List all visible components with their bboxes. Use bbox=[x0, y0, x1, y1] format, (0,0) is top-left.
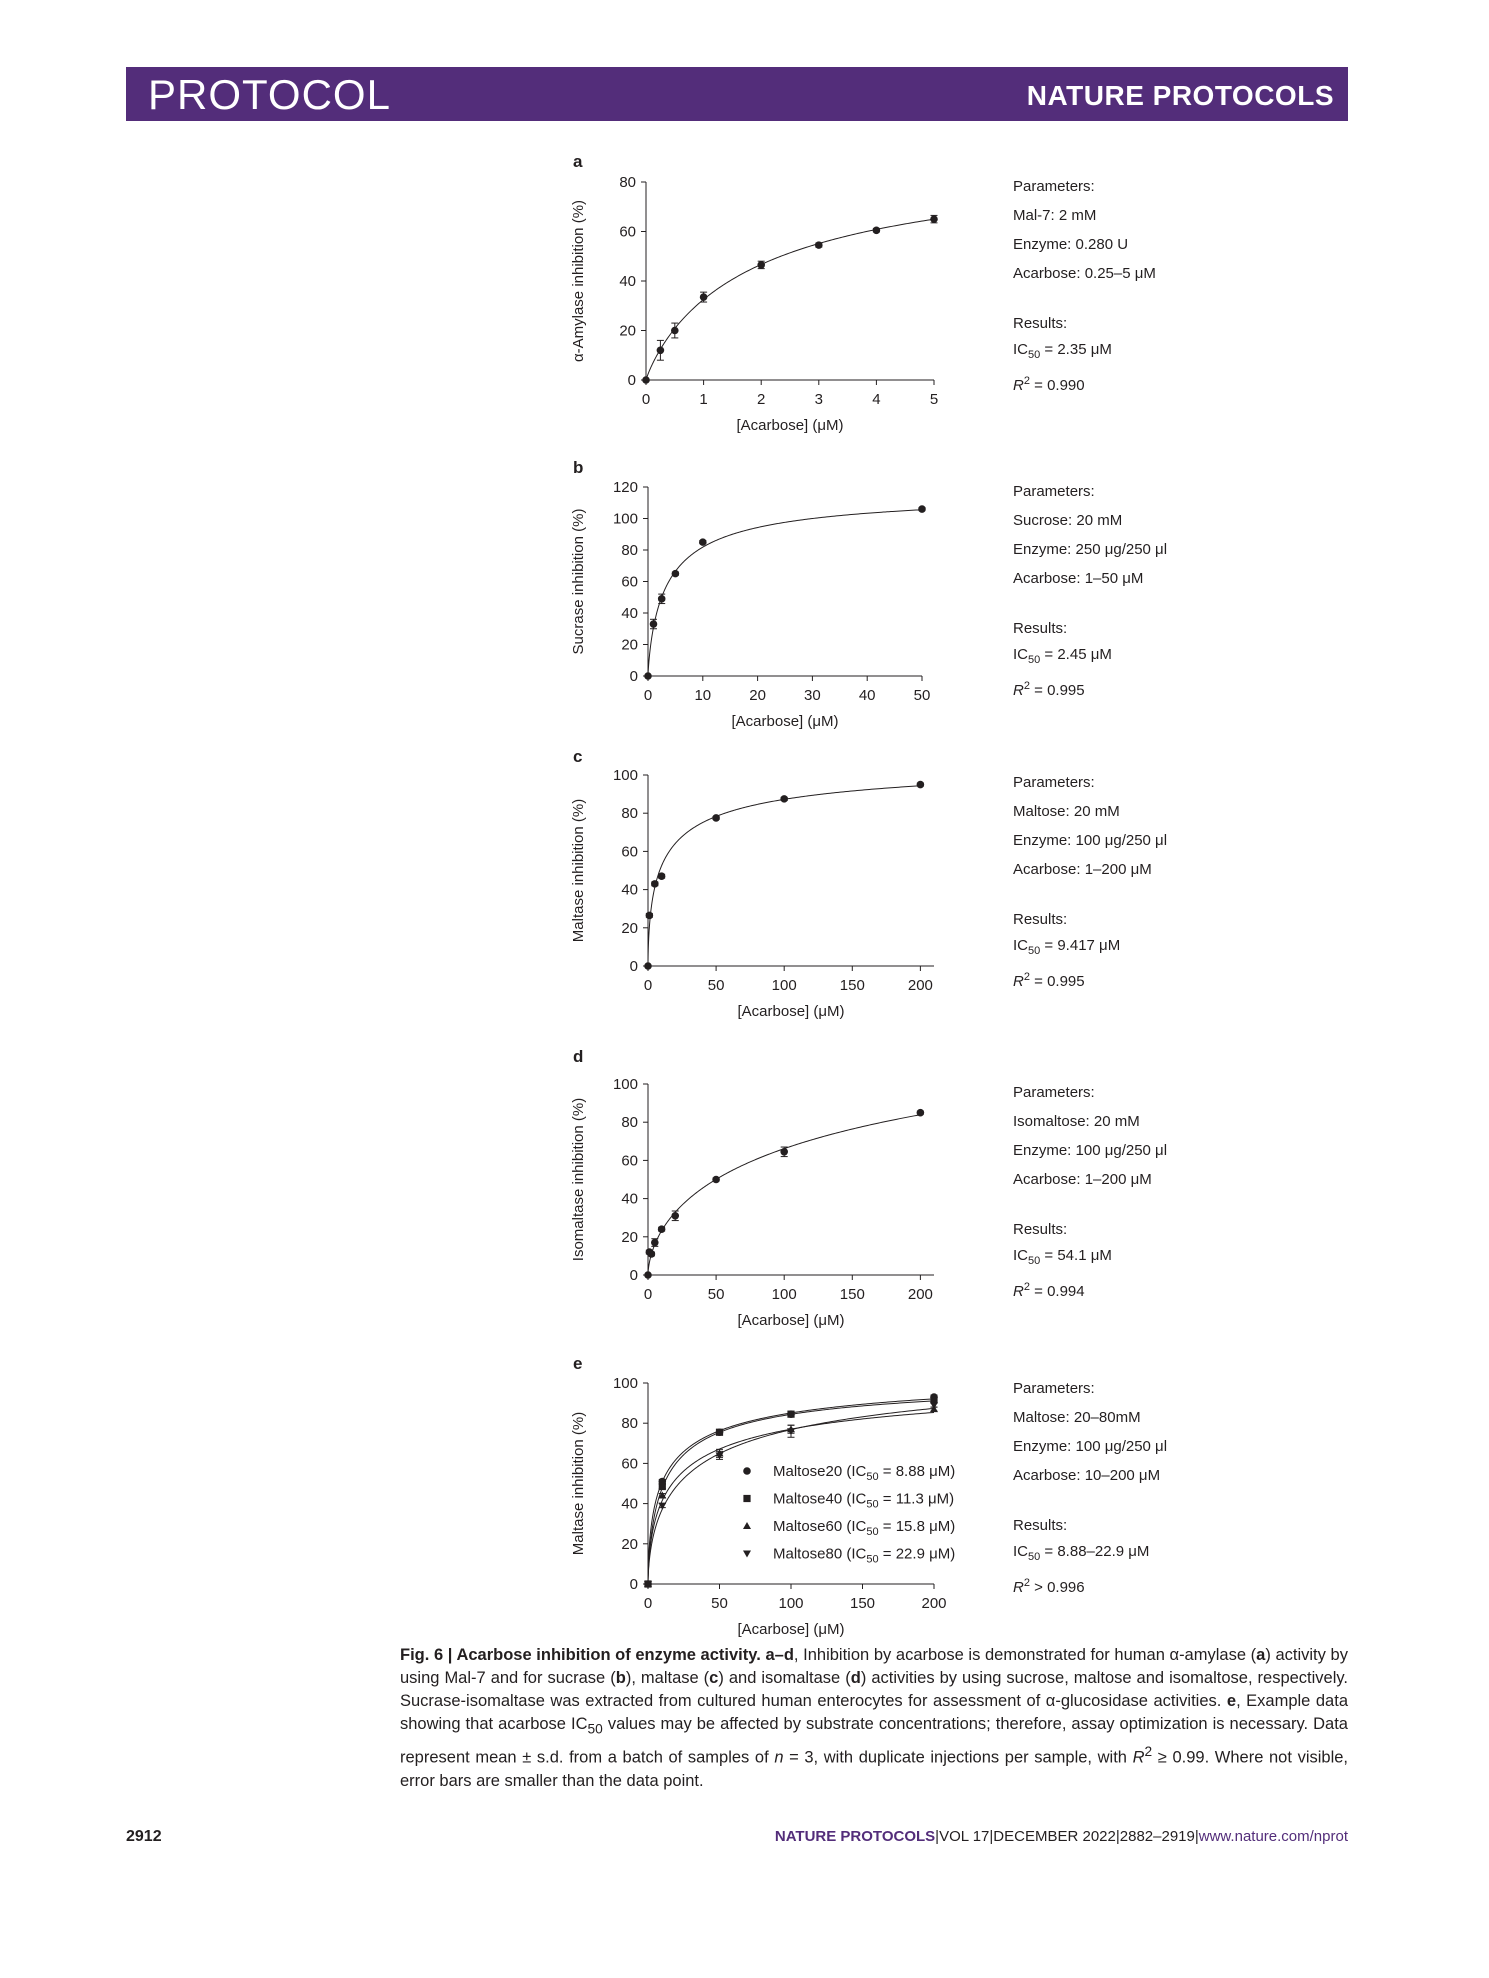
result-r2: $R^2 > 0.996$ bbox=[1013, 1577, 1085, 1596]
legend-label bbox=[773, 1463, 955, 1483]
result-ic50: $IC_{50} = 9.417$ μM bbox=[1013, 937, 1121, 957]
y-tick-label: 100 bbox=[612, 767, 638, 784]
panel-info-e bbox=[1013, 1374, 1167, 1601]
legend-text-part: Maltose60 (IC bbox=[773, 1518, 867, 1535]
parameter-line: Enzyme: 100 μg/250 μl bbox=[1013, 1142, 1168, 1159]
legend-text-part: = 22.9 μM) bbox=[878, 1545, 956, 1563]
x-tick-label: 200 bbox=[907, 977, 933, 994]
r2-italic: R bbox=[1013, 1283, 1024, 1300]
data-point bbox=[658, 1225, 666, 1233]
x-tick-label: 3 bbox=[814, 391, 823, 408]
y-axis-label: Sucrase inhibition (%) bbox=[570, 508, 587, 655]
data-point bbox=[659, 1483, 666, 1490]
results-title: Results: bbox=[1013, 315, 1068, 332]
parameter-line: Acarbose: 1–200 μM bbox=[1013, 861, 1152, 878]
legend bbox=[743, 1463, 955, 1566]
y-tick-label: 0 bbox=[629, 1267, 638, 1284]
y-axis-label: Maltase inhibition (%) bbox=[570, 798, 587, 943]
legend-sub: 50 bbox=[866, 1526, 879, 1538]
data-point bbox=[646, 912, 654, 920]
footer-journal: NATURE PROTOCOLS bbox=[774, 1828, 936, 1845]
x-axis-label: [Acarbose] (μM) bbox=[737, 1621, 845, 1638]
x-tick-label: 200 bbox=[921, 1595, 947, 1612]
data-point bbox=[757, 261, 765, 269]
panel-info-d bbox=[1013, 1078, 1167, 1305]
footer-sep-2: | bbox=[989, 1828, 994, 1845]
data-point bbox=[699, 538, 707, 546]
x-tick-label: 100 bbox=[778, 1595, 804, 1612]
caption-range-a: a bbox=[765, 1646, 775, 1664]
result-ic50: $IC_{50} = 2.35$ μM bbox=[1013, 341, 1112, 361]
x-tick-label: 100 bbox=[771, 1286, 797, 1303]
r2-italic: R bbox=[1013, 377, 1024, 394]
r2-superscript: 2 bbox=[1023, 1281, 1030, 1293]
ic50-subscript: 50 bbox=[1028, 945, 1041, 957]
legend-text-part: Maltose40 (IC bbox=[773, 1490, 867, 1508]
x-tick-label: 0 bbox=[643, 977, 653, 994]
footer-pages: 2882–2919 bbox=[1119, 1828, 1195, 1845]
caption-text-3: ), maltase ( bbox=[625, 1669, 710, 1687]
chart-panel-b bbox=[570, 458, 930, 730]
footer-date: DECEMBER 2022 bbox=[993, 1828, 1116, 1845]
footer-volume: VOL 17 bbox=[939, 1828, 990, 1845]
series-0 bbox=[644, 1109, 924, 1279]
parameter-line: Acarbose: 1–200 μM bbox=[1013, 1171, 1152, 1188]
caption-text-1: , Inhibition by acarbose is demonstrated for human α-amylase ( bbox=[793, 1646, 1257, 1664]
parameter-line: Isomaltose: 20 mM bbox=[1013, 1113, 1140, 1130]
parameters-title: Parameters: bbox=[1013, 1084, 1095, 1101]
fit-curve bbox=[648, 786, 920, 966]
caption-sub-50: 50 bbox=[587, 1721, 603, 1737]
r2-superscript: 2 bbox=[1023, 1577, 1030, 1589]
r2-superscript: 2 bbox=[1023, 680, 1030, 692]
legend-marker bbox=[743, 1551, 751, 1558]
y-tick-label: 20 bbox=[619, 322, 636, 340]
y-tick-label: 20 bbox=[621, 1535, 638, 1553]
result-ic50: $IC_{50} = 2.45$ μM bbox=[1013, 646, 1112, 666]
legend-marker bbox=[743, 1467, 751, 1475]
caption-text-9: ≥ 0.99. Where not visible, error bars are smaller than the data point. bbox=[400, 1748, 1348, 1790]
legend-text-part: = 8.88 μM) bbox=[878, 1463, 956, 1480]
result-ic50: $IC_{50} = 54.1$ μM bbox=[1013, 1247, 1112, 1267]
y-tick-label: 60 bbox=[621, 573, 638, 591]
chart-panel-c bbox=[570, 747, 934, 1020]
y-tick-label: 20 bbox=[621, 636, 638, 654]
series-0 bbox=[642, 215, 938, 383]
data-point bbox=[780, 795, 788, 803]
x-tick-label: 20 bbox=[749, 687, 766, 704]
x-tick-label: 40 bbox=[858, 687, 876, 704]
x-tick-label: 100 bbox=[771, 977, 797, 994]
parameters-title: Parameters: bbox=[1013, 178, 1095, 195]
y-tick-label: 100 bbox=[612, 510, 638, 528]
data-point bbox=[712, 1176, 720, 1184]
caption-ref-d: d bbox=[850, 1669, 861, 1687]
figure-caption bbox=[400, 1644, 1348, 1793]
data-point bbox=[651, 1239, 659, 1247]
y-axis-label: Isomaltase inhibition (%) bbox=[570, 1097, 587, 1262]
r2-italic: R bbox=[1013, 682, 1024, 699]
r2-italic: R bbox=[1013, 1579, 1024, 1596]
page-number: 2912 bbox=[126, 1828, 162, 1845]
footer-citation bbox=[775, 1828, 1348, 1845]
chart-panel-d bbox=[570, 1047, 934, 1329]
data-point bbox=[787, 1411, 794, 1418]
panel-letter-d: d bbox=[573, 1047, 584, 1066]
caption-ref-a: a bbox=[1256, 1646, 1266, 1664]
section-label: PROTOCOL bbox=[148, 71, 391, 118]
data-point bbox=[671, 327, 679, 335]
x-tick-label: 1 bbox=[699, 391, 708, 408]
x-tick-label: 50 bbox=[913, 687, 931, 704]
footer-url[interactable]: www.nature.com/nprot bbox=[1198, 1828, 1348, 1845]
y-tick-label: 120 bbox=[612, 479, 638, 496]
x-axis-label: [Acarbose] (μM) bbox=[731, 713, 839, 730]
x-axis-label: [Acarbose] (μM) bbox=[737, 1312, 845, 1329]
y-tick-label: 60 bbox=[621, 1455, 638, 1473]
y-tick-label: 40 bbox=[621, 1190, 638, 1208]
result-ic50: $IC_{50} = 8.88-22.9$ μM bbox=[1013, 1543, 1150, 1563]
x-tick-label: 10 bbox=[694, 687, 712, 704]
fit-curve bbox=[648, 510, 922, 676]
data-point bbox=[716, 1429, 723, 1436]
caption-range-dash: – bbox=[774, 1646, 784, 1664]
parameter-line: Maltose: 20–80mM bbox=[1013, 1409, 1141, 1426]
data-point bbox=[815, 241, 823, 249]
result-r2: $R^2 = 0.995$ bbox=[1013, 971, 1085, 990]
r2-italic: R bbox=[1013, 973, 1024, 990]
y-tick-label: 80 bbox=[619, 174, 636, 191]
caption-ref-e: e bbox=[1226, 1692, 1237, 1710]
data-point bbox=[651, 880, 659, 888]
caption-r: R bbox=[1132, 1748, 1145, 1767]
legend-label bbox=[773, 1546, 955, 1566]
y-tick-label: 40 bbox=[621, 605, 638, 622]
result-r2: $R^2 = 0.995$ bbox=[1013, 680, 1085, 699]
data-point bbox=[930, 215, 938, 223]
data-point bbox=[644, 962, 652, 970]
caption-fig-label: Fig. 6 | Acarbose inhibition of enzyme activity. bbox=[400, 1646, 761, 1664]
caption-text-7: values may be affected by substrate concentrations; therefore, assay optimization is necessary. Data represent mean ± s.d. from a batch of samples of bbox=[400, 1715, 1348, 1767]
x-tick-label: 2 bbox=[757, 391, 766, 408]
data-point bbox=[642, 376, 650, 384]
r2-superscript: 2 bbox=[1023, 971, 1030, 983]
x-axis-label: [Acarbose] (μM) bbox=[736, 417, 844, 434]
caption-text-8: = 3, with duplicate injections per sample, with bbox=[783, 1748, 1133, 1767]
x-tick-label: 150 bbox=[839, 977, 865, 994]
data-point bbox=[873, 226, 881, 234]
fit-curve bbox=[648, 1115, 920, 1275]
legend-sub: 50 bbox=[866, 1498, 879, 1511]
ic50-subscript: 50 bbox=[1028, 654, 1041, 666]
y-tick-label: 100 bbox=[612, 1076, 638, 1093]
x-tick-label: 5 bbox=[929, 391, 939, 408]
data-point bbox=[672, 570, 680, 578]
y-tick-label: 40 bbox=[621, 881, 638, 899]
legend-sub: 50 bbox=[866, 1471, 879, 1483]
chart-panel-e bbox=[570, 1354, 955, 1638]
series-0 bbox=[644, 505, 926, 680]
parameter-line: Enzyme: 250 μg/250 μl bbox=[1013, 541, 1168, 558]
x-tick-label: 150 bbox=[839, 1286, 865, 1303]
x-tick-label: 50 bbox=[707, 977, 725, 994]
caption-text-5: ) activities by using sucrose, maltose and isomaltose, respectively. Sucrase-isomaltase was extracted from cultured human enterocytes for assessment of α-glucosidase activities. bbox=[400, 1669, 1348, 1710]
y-tick-label: 80 bbox=[621, 805, 638, 823]
y-tick-label: 0 bbox=[627, 372, 636, 389]
info-gap bbox=[1013, 1194, 1167, 1217]
info-gap bbox=[1013, 288, 1156, 311]
y-axis-label: α-Amylase inhibition (%) bbox=[570, 199, 587, 363]
x-tick-label: 4 bbox=[872, 391, 881, 408]
y-axis-label: Maltase inhibition (%) bbox=[570, 1411, 587, 1556]
data-point bbox=[644, 672, 652, 680]
data-point bbox=[644, 1271, 652, 1279]
panel-info-a bbox=[1013, 172, 1156, 399]
data-point bbox=[918, 505, 926, 513]
panel-info-c bbox=[1013, 768, 1167, 995]
panel-info-b bbox=[1013, 477, 1167, 704]
x-tick-label: 50 bbox=[711, 1595, 728, 1612]
ic50-subscript: 50 bbox=[1028, 1551, 1041, 1563]
parameter-line: Acarbose: 0.25–5 μM bbox=[1013, 265, 1156, 282]
caption-n: n bbox=[774, 1748, 784, 1767]
parameter-line: Acarbose: 10–200 μM bbox=[1013, 1467, 1161, 1484]
data-point bbox=[917, 781, 925, 789]
ic50-subscript: 50 bbox=[1028, 1255, 1041, 1267]
parameter-line: Maltose: 20 mM bbox=[1013, 803, 1120, 820]
y-tick-label: 40 bbox=[619, 273, 636, 290]
legend-text-part: Maltose20 (IC bbox=[773, 1463, 867, 1480]
legend-marker bbox=[743, 1522, 751, 1529]
caption-ref-b: b bbox=[615, 1669, 626, 1687]
y-tick-label: 0 bbox=[629, 958, 638, 975]
caption-sup-2: 2 bbox=[1144, 1744, 1153, 1760]
data-point bbox=[671, 1212, 679, 1220]
r2-superscript: 2 bbox=[1023, 375, 1030, 387]
x-tick-label: 0 bbox=[643, 687, 653, 704]
data-point bbox=[780, 1148, 788, 1156]
y-tick-label: 60 bbox=[621, 843, 638, 861]
x-tick-label: 0 bbox=[641, 391, 651, 408]
y-tick-label: 60 bbox=[619, 223, 636, 241]
panel-letter-c: c bbox=[573, 747, 583, 766]
results-title: Results: bbox=[1013, 1517, 1068, 1534]
data-point bbox=[930, 1402, 938, 1409]
y-tick-label: 80 bbox=[621, 1114, 638, 1132]
footer-sep-1: | bbox=[935, 1828, 940, 1845]
caption-text-6: , Example data showing that acarbose IC bbox=[400, 1692, 1348, 1733]
y-tick-label: 20 bbox=[621, 919, 638, 937]
x-tick-label: 50 bbox=[707, 1286, 725, 1303]
data-point bbox=[712, 814, 720, 822]
data-point bbox=[648, 1250, 656, 1258]
legend-label bbox=[773, 1491, 954, 1511]
data-point bbox=[917, 1109, 925, 1117]
caption-range-d: d bbox=[783, 1646, 794, 1664]
x-tick-label: 0 bbox=[643, 1286, 653, 1303]
x-tick-label: 150 bbox=[849, 1595, 876, 1612]
x-tick-label: 30 bbox=[804, 687, 821, 704]
parameter-line: Enzyme: 0.280 U bbox=[1013, 236, 1129, 253]
caption-text-4: ) and isomaltase ( bbox=[718, 1669, 851, 1687]
x-tick-label: 0 bbox=[643, 1595, 653, 1612]
legend-text-part: Maltose80 (IC bbox=[773, 1545, 867, 1563]
y-tick-label: 0 bbox=[629, 1576, 638, 1593]
result-r2: $R^2 = 0.990$ bbox=[1013, 375, 1085, 394]
caption-ref-c: c bbox=[709, 1669, 719, 1687]
panel-letter-b: b bbox=[573, 458, 584, 477]
y-tick-label: 20 bbox=[621, 1228, 638, 1246]
journal-title: NATURE PROTOCOLS bbox=[1026, 80, 1334, 111]
legend-marker bbox=[743, 1495, 750, 1502]
data-point bbox=[658, 595, 666, 603]
data-point bbox=[650, 620, 658, 628]
fit-curve bbox=[646, 219, 934, 380]
y-tick-label: 80 bbox=[621, 542, 638, 559]
chart-panel-a bbox=[570, 152, 938, 434]
results-title: Results: bbox=[1013, 620, 1068, 637]
x-axis-label: [Acarbose] (μM) bbox=[737, 1003, 845, 1020]
parameter-line: Sucrose: 20 mM bbox=[1013, 512, 1123, 529]
panel-letter-e: e bbox=[573, 1354, 583, 1373]
y-tick-label: 60 bbox=[621, 1152, 638, 1170]
y-tick-label: 80 bbox=[621, 1415, 638, 1433]
legend-label bbox=[773, 1518, 955, 1538]
info-gap bbox=[1013, 593, 1167, 616]
parameters-title: Parameters: bbox=[1013, 483, 1095, 500]
result-r2: $R^2 = 0.994$ bbox=[1013, 1281, 1085, 1300]
parameter-line: Acarbose: 1–50 μM bbox=[1013, 570, 1144, 587]
x-tick-label: 200 bbox=[907, 1286, 933, 1303]
y-tick-label: 40 bbox=[621, 1495, 638, 1513]
results-title: Results: bbox=[1013, 911, 1068, 928]
legend-text-part: = 15.8 μM) bbox=[878, 1518, 956, 1535]
series-0 bbox=[644, 781, 924, 970]
parameter-line: Enzyme: 100 μg/250 μl bbox=[1013, 832, 1168, 849]
caption-text-2: ) activity by using Mal-7 and for sucrase ( bbox=[400, 1646, 1348, 1687]
parameter-line: Enzyme: 100 μg/250 μl bbox=[1013, 1438, 1168, 1455]
footer-sep-3: | bbox=[1115, 1828, 1120, 1845]
data-point bbox=[700, 293, 708, 301]
data-point bbox=[658, 872, 666, 880]
legend-text-part: = 11.3 μM) bbox=[878, 1490, 955, 1508]
panel-letter-a: a bbox=[573, 152, 583, 171]
info-gap bbox=[1013, 884, 1167, 907]
data-point bbox=[657, 347, 665, 355]
parameters-title: Parameters: bbox=[1013, 1380, 1095, 1397]
footer-sep-4: | bbox=[1194, 1828, 1199, 1845]
info-gap bbox=[1013, 1490, 1167, 1513]
y-tick-label: 100 bbox=[612, 1375, 638, 1392]
y-tick-label: 0 bbox=[629, 668, 638, 685]
results-title: Results: bbox=[1013, 1221, 1068, 1238]
parameter-line: Mal-7: 2 mM bbox=[1013, 207, 1097, 224]
ic50-subscript: 50 bbox=[1028, 349, 1041, 361]
legend-sub: 50 bbox=[866, 1553, 879, 1566]
parameters-title: Parameters: bbox=[1013, 774, 1095, 791]
